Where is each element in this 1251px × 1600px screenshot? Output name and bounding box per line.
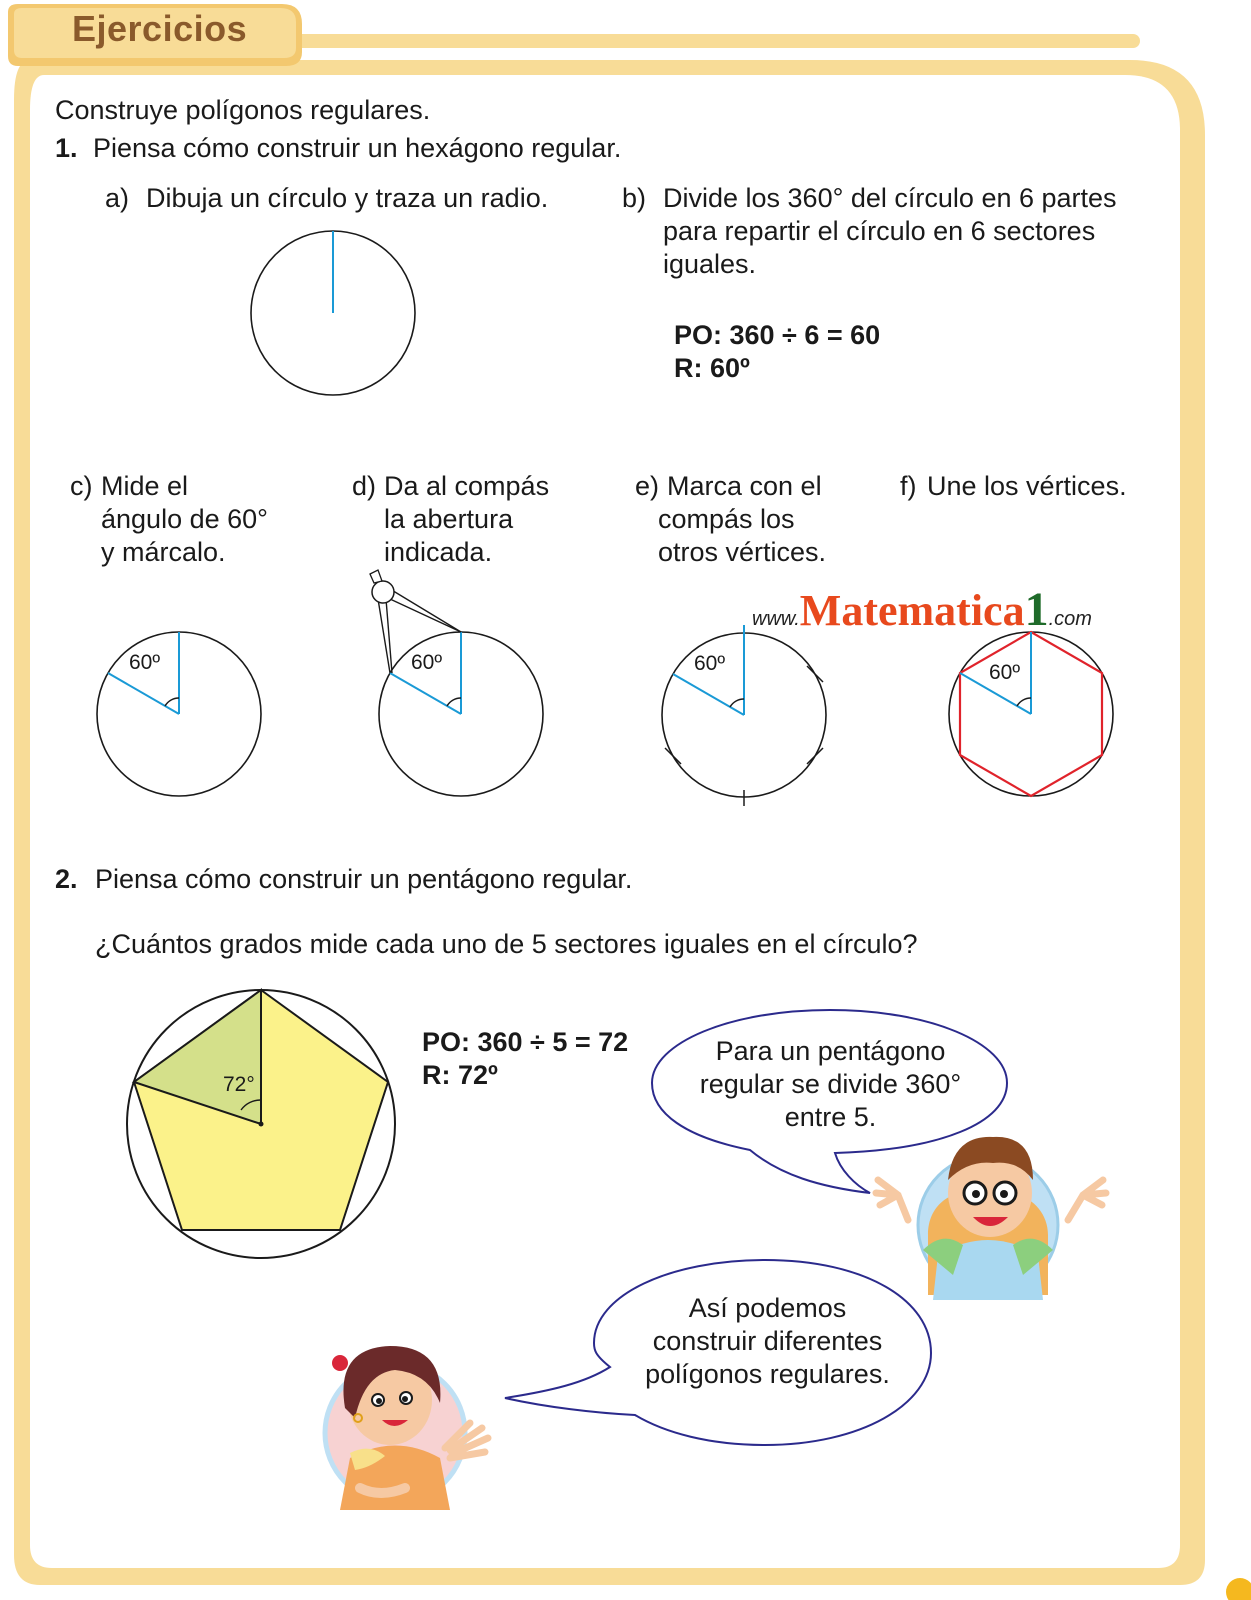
q1-title: Piensa cómo construir un hexágono regular. xyxy=(93,133,622,163)
bubble2-text xyxy=(610,1292,925,1391)
bubble1-line1: Para un pentágono xyxy=(715,1036,946,1066)
q1b-operation: PO: 360 ÷ 6 = 60 xyxy=(674,320,881,350)
q1b-line3: iguales. xyxy=(663,249,757,279)
angle-label-d: 60º xyxy=(411,651,443,674)
q1b-line1: Divide los 360° del círculo en 6 partes xyxy=(663,183,1117,213)
q2-operation: PO: 360 ÷ 5 = 72 xyxy=(422,1027,629,1057)
angle-label-f: 60º xyxy=(989,661,1021,684)
bubble2-line1: Así podemos xyxy=(688,1293,847,1323)
q1a-label: a) xyxy=(105,183,130,213)
q2-title: Piensa cómo construir un pentágono regular. xyxy=(95,864,633,894)
angle-arc-e xyxy=(730,699,744,707)
angle-arc-f xyxy=(1017,698,1031,706)
hexagon-figure xyxy=(942,625,1122,805)
radius-e-angled xyxy=(673,674,744,715)
q1f-line1: Une los vértices. xyxy=(927,471,1127,501)
angle-label-72: 72° xyxy=(223,1073,255,1096)
q1b-result: R: 60º xyxy=(674,353,750,383)
angle-arc-c xyxy=(165,698,179,706)
bubble1-line2: regular se divide 360° xyxy=(699,1069,962,1099)
girl-character-illustration xyxy=(310,1328,510,1513)
q2-result: R: 72º xyxy=(422,1060,498,1090)
q1e-label: e) xyxy=(635,471,660,501)
q1c-line1: Mide el xyxy=(101,471,189,501)
circle-with-radius-figure xyxy=(245,225,425,405)
watermark-suffix: .com xyxy=(1048,608,1092,630)
compass-opening-figure xyxy=(360,565,560,810)
bubble2-line2: construir diferentes xyxy=(652,1326,883,1356)
q1c-line3: y márcalo. xyxy=(101,537,226,567)
angle-label-c: 60º xyxy=(129,651,161,674)
q1d-line1: Da al compás xyxy=(384,471,550,501)
q1d-line2: la abertura xyxy=(384,504,514,534)
page-title: Ejercicios xyxy=(72,8,248,49)
q1c-label: c) xyxy=(70,471,93,501)
q2-number: 2. xyxy=(55,864,78,894)
q1a-text: Dibuja un círculo y traza un radio. xyxy=(146,183,549,213)
watermark-brand: Matematica xyxy=(799,586,1025,635)
bubble1-line3: entre 5. xyxy=(784,1102,877,1132)
pentagon-figure xyxy=(120,985,405,1265)
q1e-line3: otros vértices. xyxy=(658,537,827,567)
q1f-label: f) xyxy=(900,471,917,501)
q1d-line3: indicada. xyxy=(384,537,493,567)
angle-label-e: 60º xyxy=(694,652,726,675)
watermark-digit: 1 xyxy=(1024,583,1049,636)
angle-arc-d xyxy=(447,698,461,706)
bubble1-text xyxy=(668,1035,993,1134)
q2-question: ¿Cuántos grados mide cada uno de 5 sectores iguales en el círculo? xyxy=(95,929,918,959)
center-point xyxy=(259,1122,264,1127)
q1-number: 1. xyxy=(55,133,78,163)
bubble2-line3: polígonos regulares. xyxy=(645,1359,890,1389)
q1d-label: d) xyxy=(352,471,377,501)
q1e-line1: Marca con el xyxy=(667,471,822,501)
intro-text: Construye polígonos regulares. xyxy=(55,95,431,125)
watermark-prefix: www. xyxy=(752,608,800,630)
vertex-marks-figure xyxy=(655,620,835,815)
angle-60-figure xyxy=(90,625,270,805)
radius-d-angled xyxy=(390,673,461,714)
q1c-line2: ángulo de 60° xyxy=(101,504,268,534)
q1e-line2: compás los xyxy=(658,504,795,534)
q1b-label: b) xyxy=(622,183,647,213)
q1b-line2: para repartir el círculo en 6 sectores xyxy=(663,216,1096,246)
radius-c-angled xyxy=(108,673,179,714)
